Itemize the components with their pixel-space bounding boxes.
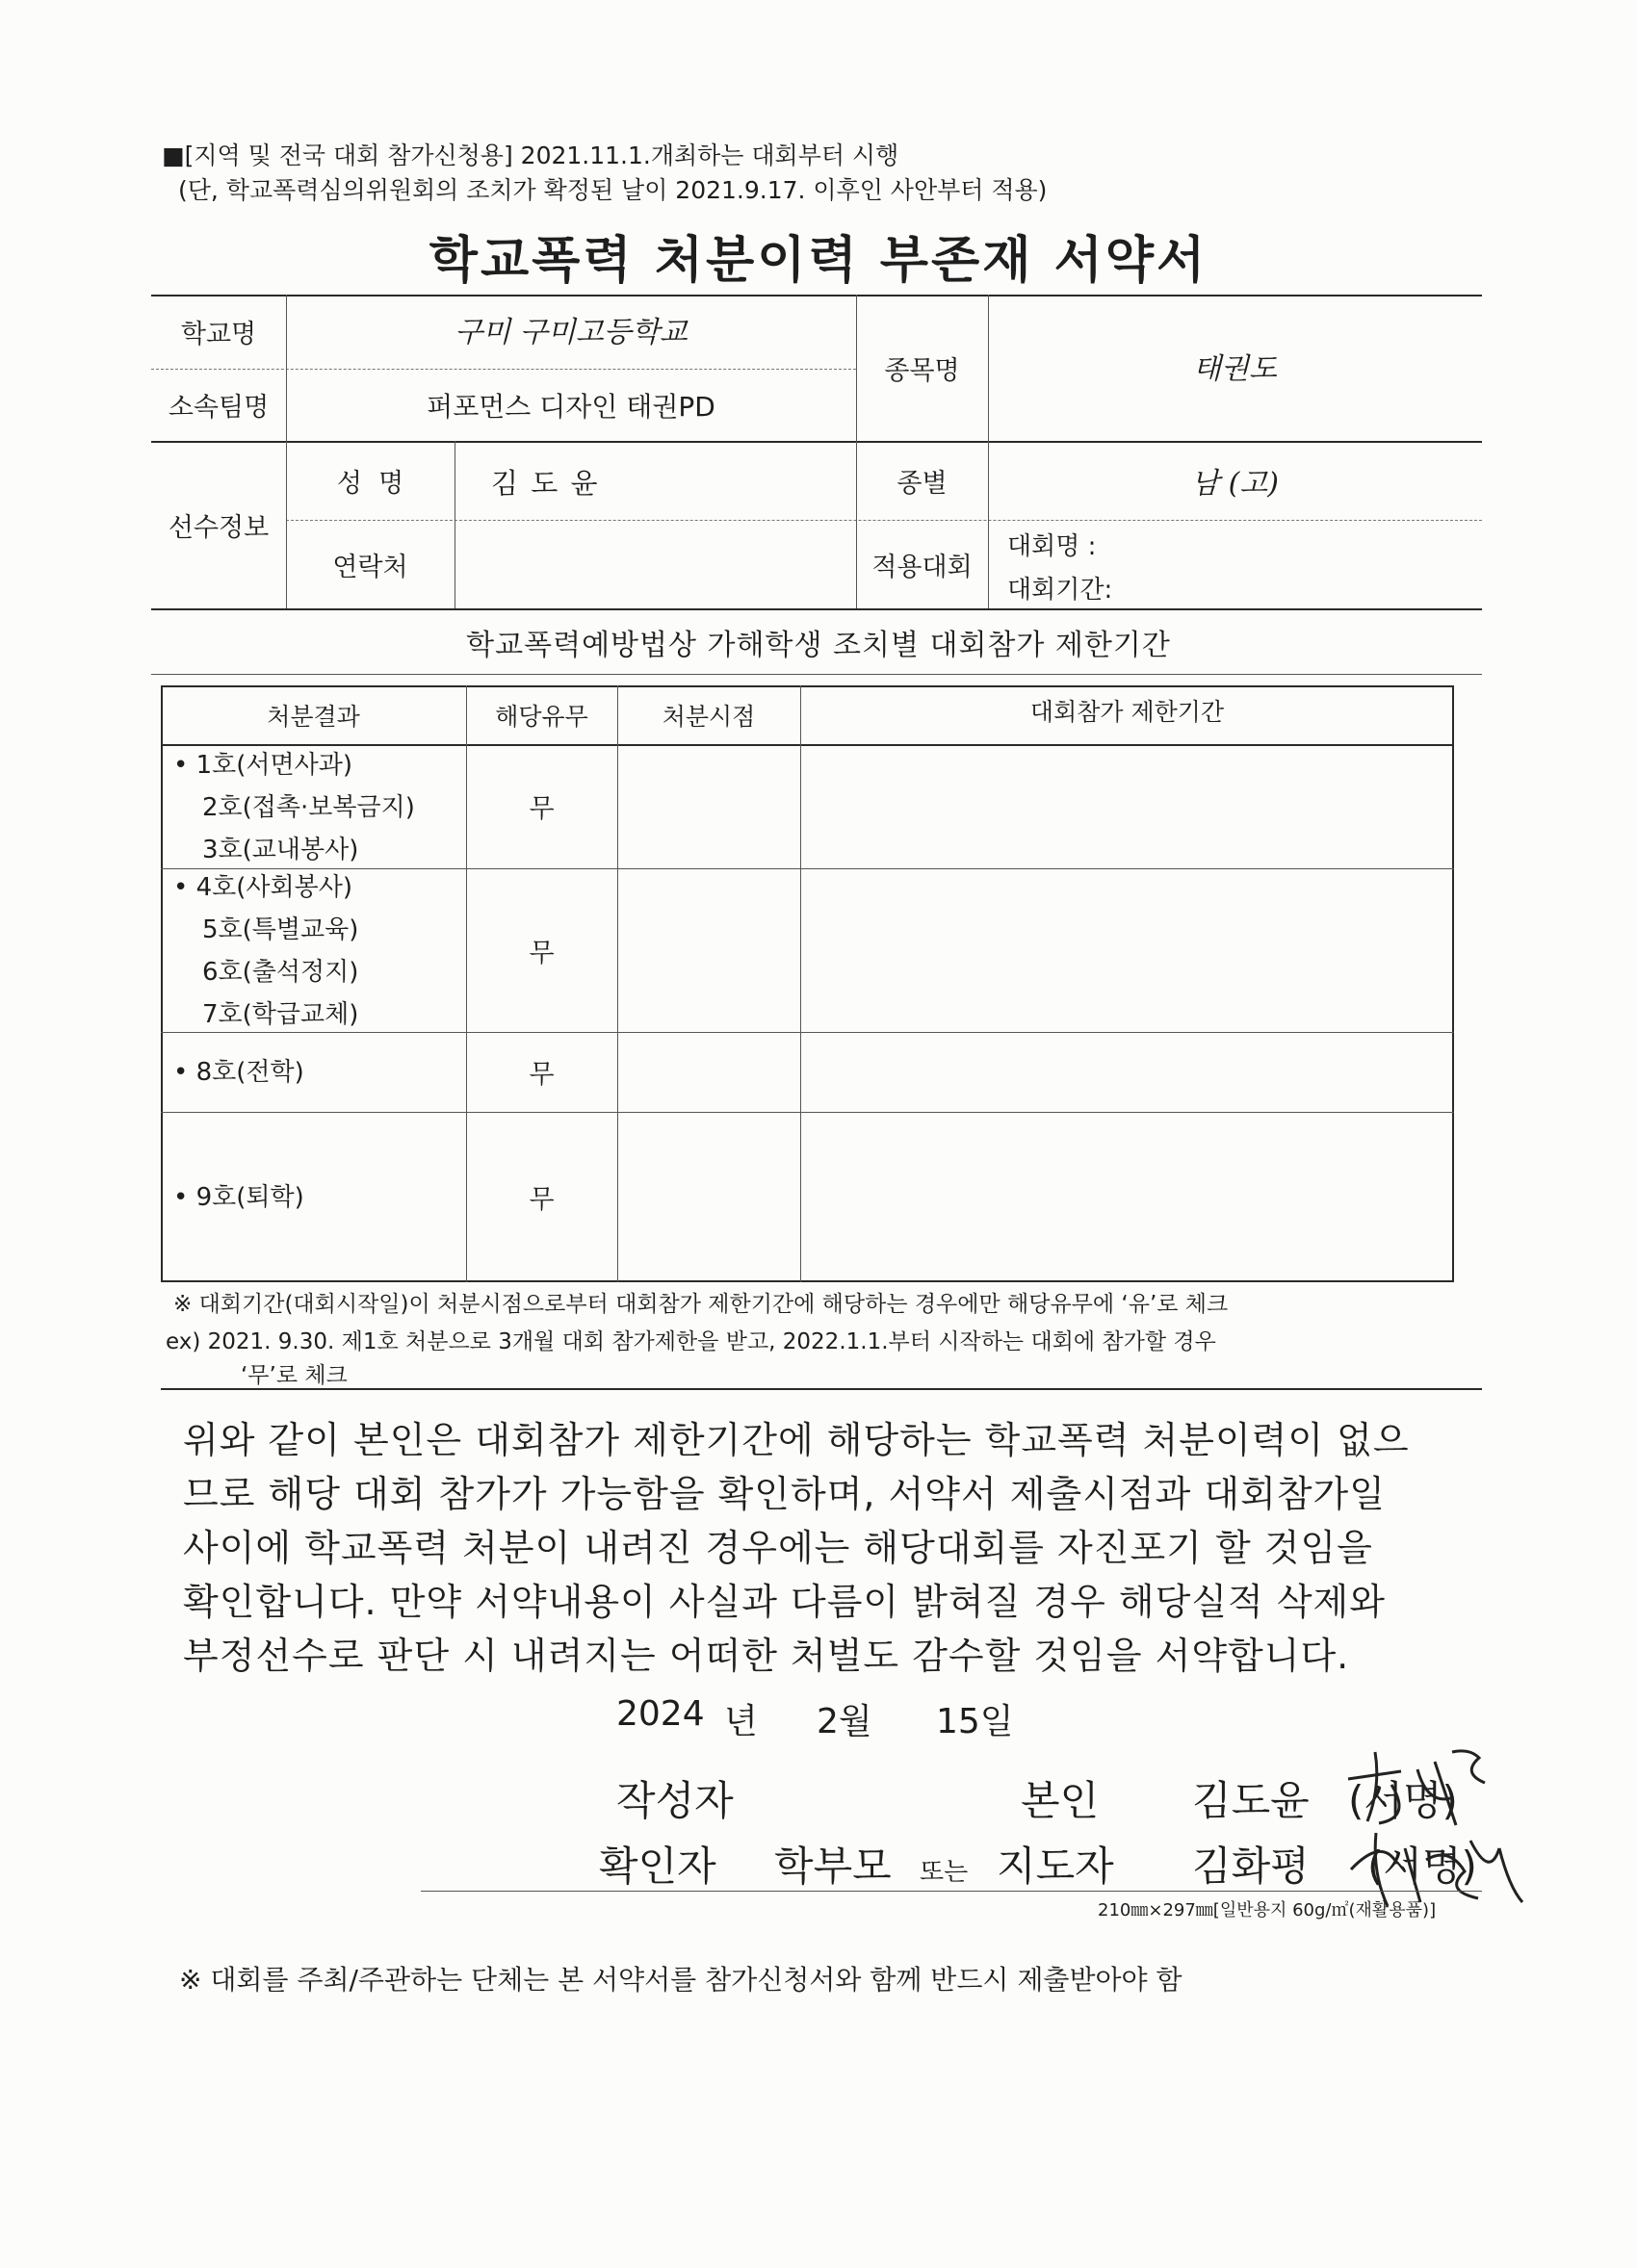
confirmer-role-parent: 학부모 bbox=[774, 1843, 892, 1890]
notes-bottom-border bbox=[161, 1388, 1482, 1390]
note-3: ‘무’로 체크 bbox=[241, 1363, 348, 1388]
table-row-2-period bbox=[800, 868, 1454, 1032]
header-line-1: ■[지역 및 전국 대회 참가신청용] 2021.11.1.개최하는 대회부터 시행 bbox=[162, 142, 899, 169]
page-title: 학교폭력 처분이력 부존재 서약서 bbox=[429, 232, 1208, 290]
contact-label: 연락처 bbox=[332, 552, 408, 582]
table-row-4-period bbox=[800, 1112, 1454, 1282]
table-row-3-item-1: • 8호(전학) bbox=[173, 1058, 304, 1087]
school-label: 학교명 bbox=[180, 320, 257, 349]
pledge-line-2: 므로 해당 대회 참가가 가능함을 확인하며, 서약서 제출시점과 대회참가일 bbox=[183, 1473, 1386, 1515]
note-2: ex) 2021. 9.30. 제1호 처분으로 3개월 대회 참가제한을 받고, 2022.1.1.부터 시작하는 대회에 참가할 경우 bbox=[166, 1329, 1216, 1354]
writer-role: 본인 bbox=[1021, 1777, 1100, 1824]
confirmer-name: 김화평 bbox=[1192, 1843, 1310, 1890]
date-year-unit: 년 bbox=[724, 1702, 758, 1741]
table-header-time: 처분시점 bbox=[662, 702, 756, 731]
table-row-2-item-1: • 4호(사회봉사) bbox=[173, 873, 353, 902]
sport-label: 종목명 bbox=[884, 355, 960, 386]
gender-value: 남 (고) bbox=[1191, 467, 1279, 501]
confirmer-role-coach: 지도자 bbox=[997, 1843, 1114, 1890]
name-label: 성 명 bbox=[336, 468, 404, 499]
table-row-1-item-3: 3호(교내봉사) bbox=[202, 836, 359, 864]
table-row-1-period bbox=[800, 744, 1454, 868]
table-row-2-item-4: 7호(학급교체) bbox=[202, 1000, 359, 1029]
writer-sign-label: (서명) bbox=[1348, 1777, 1458, 1824]
table-row-2-applicable: 무 bbox=[529, 938, 555, 968]
sport-value: 태권도 bbox=[1193, 352, 1277, 386]
table-row-4-time bbox=[617, 1112, 800, 1282]
info-bottom-border bbox=[151, 608, 1482, 610]
date-month: 2월 bbox=[817, 1702, 872, 1741]
table-row-4-item-1: • 9호(퇴학) bbox=[173, 1183, 304, 1212]
table-row-2-item-2: 5호(특별교육) bbox=[202, 915, 359, 944]
footer-note: ※ 대회를 주최/주관하는 단체는 본 서약서를 참가신청서와 함께 반드시 제출받아야 함 bbox=[179, 1964, 1182, 1996]
table-header-applicable: 해당유무 bbox=[495, 702, 588, 731]
header-line-2: (단, 학교폭력심의위원회의 조치가 확정된 날이 2021.9.17. 이후인 사안부터 적용) bbox=[178, 176, 1048, 204]
confirmer-or: 또는 bbox=[920, 1858, 969, 1887]
table-row-4-applicable: 무 bbox=[529, 1185, 555, 1215]
table-row-3-applicable: 무 bbox=[529, 1060, 555, 1090]
table-row-1-time bbox=[617, 744, 800, 868]
team-label: 소속팀명 bbox=[168, 393, 270, 423]
team-value: 퍼포먼스 디자인 태권PD bbox=[427, 390, 715, 423]
event-label: 적용대회 bbox=[871, 552, 973, 582]
writer-signature-mark bbox=[1338, 1740, 1502, 1832]
pledge-line-3: 사이에 학교폭력 처분이 내려진 경우에는 해당대회를 자진포기 할 것임을 bbox=[183, 1527, 1373, 1569]
table-row-2-time bbox=[617, 868, 800, 1032]
confirmer-label: 확인자 bbox=[599, 1843, 716, 1890]
event-name-label: 대회명 : bbox=[1007, 532, 1097, 561]
signature-bottom-border bbox=[421, 1891, 1482, 1892]
table-row-3-time bbox=[617, 1032, 800, 1112]
confirmer-sign-label: (서명) bbox=[1367, 1843, 1477, 1890]
table-row-1-item-1: • 1호(서면사과) bbox=[173, 751, 353, 780]
date-day: 15일 bbox=[936, 1702, 1014, 1741]
pledge-line-1: 위와 같이 본인은 대회참가 제한기간에 해당하는 학교폭력 처분이력이 없으 bbox=[183, 1419, 1410, 1461]
paper-spec: 210㎜×297㎜[일반용지 60g/㎡(재활용품)] bbox=[1098, 1900, 1437, 1920]
date-year: 2024 bbox=[616, 1694, 705, 1734]
pledge-line-4: 확인합니다. 만약 서약내용이 사실과 다름이 밝혀질 경우 해당실적 삭제와 bbox=[183, 1581, 1386, 1623]
table-row-2-item-3: 6호(출석정지) bbox=[202, 958, 359, 987]
writer-name: 김도윤 bbox=[1192, 1777, 1310, 1824]
table-row-3-period bbox=[800, 1032, 1454, 1112]
writer-label: 작성자 bbox=[616, 1777, 734, 1824]
section-title-border bbox=[151, 674, 1482, 675]
table-header-period: 대회참가 제한기간 bbox=[1029, 698, 1225, 726]
event-period-label: 대회기간: bbox=[1007, 576, 1113, 605]
pledge-line-5: 부정선수로 판단 시 내려지는 어떠한 처벌도 감수할 것임을 서약합니다. bbox=[183, 1635, 1350, 1677]
name-value: 김 도 윤 bbox=[491, 467, 600, 500]
note-1: ※ 대회기간(대회시작일)이 처분시점으로부터 대회참가 제한기간에 해당하는 경우에만 해당유무에 ‘유’로 체크 bbox=[173, 1292, 1229, 1317]
table-header-result: 처분결과 bbox=[267, 702, 360, 731]
table-row-1-item-2: 2호(접촉·보복금지) bbox=[202, 793, 415, 822]
athlete-info-label: 선수정보 bbox=[168, 512, 270, 543]
school-value: 구미 구미고등학교 bbox=[455, 316, 688, 349]
section-title: 학교폭력예방법상 가해학생 조치별 대회참가 제한기간 bbox=[466, 629, 1171, 662]
gender-label: 종별 bbox=[896, 468, 948, 499]
table-row-1-applicable: 무 bbox=[529, 794, 555, 824]
